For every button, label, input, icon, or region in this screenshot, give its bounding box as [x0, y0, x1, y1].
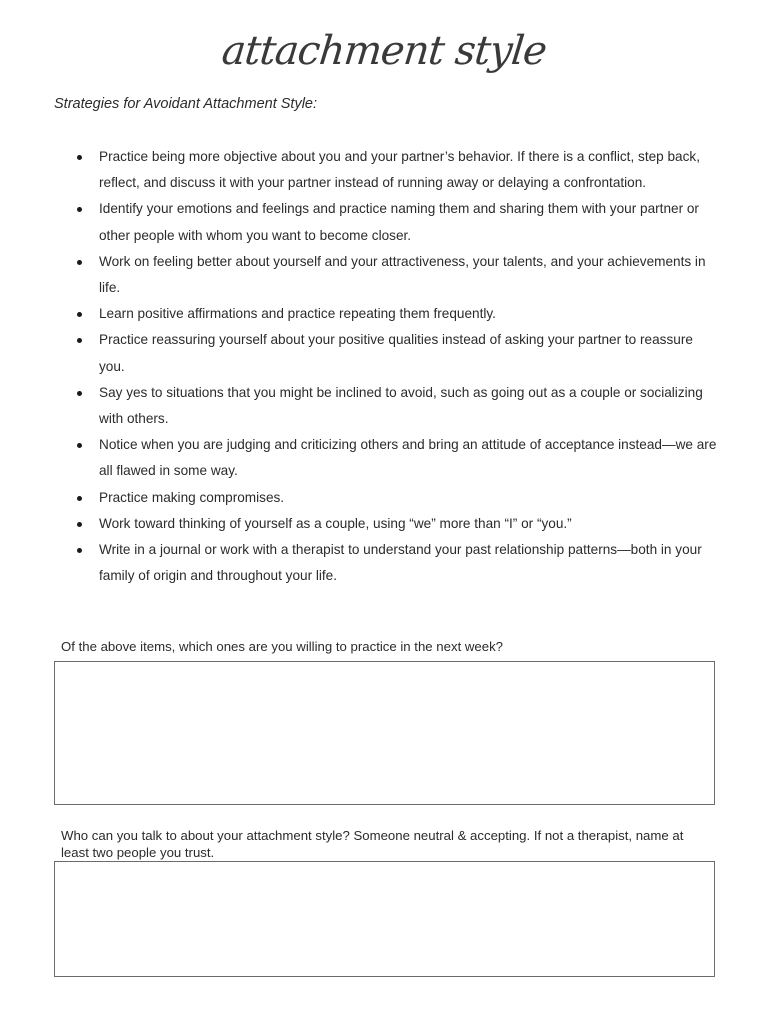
bullet-icon: [77, 312, 82, 317]
strategy-text: Write in a journal or work with a therapist to understand your past relationship patterns—both in your family of origin and throughout your life.: [99, 542, 702, 584]
strategy-text: Practice being more objective about you and your partner’s behavior. If there is a conflict, step back, reflect, and discuss it with your partner instead of running away or delaying a confrontation.: [99, 149, 700, 191]
bullet-icon: [77, 207, 82, 212]
strategy-item: [54, 380, 722, 432]
strategy-item: [54, 537, 722, 589]
question-practice-next-week: Of the above items, which ones are you willing to practice in the next week?: [61, 639, 504, 654]
strategy-text: Practice reassuring yourself about your positive qualities instead of asking your partner to reassure you.: [99, 332, 693, 374]
strategy-item: [54, 485, 722, 511]
answer-box-who-to-talk-to[interactable]: [54, 861, 715, 977]
strategy-text: Work toward thinking of yourself as a couple, using “we” more than “I” or “you.”: [99, 515, 572, 531]
bullet-icon: [77, 443, 82, 448]
strategy-text: Say yes to situations that you might be inclined to avoid, such as going out as a couple or socializing with others.: [99, 384, 703, 427]
page-title: attachment style: [219, 28, 549, 74]
bullet-icon: [77, 391, 82, 396]
question-who-to-talk-to: Who can you talk to about your attachment style? Someone neutral & accepting. If not a therapist, name at least two people you trust.: [61, 828, 684, 860]
bullet-icon: [77, 522, 82, 527]
strategy-item: [54, 327, 722, 379]
bullet-icon: [77, 548, 82, 553]
strategy-item: [54, 249, 722, 301]
strategy-item: [54, 144, 722, 196]
strategy-item: [54, 301, 722, 327]
strategy-list: [54, 144, 722, 589]
section-subtitle: Strategies for Avoidant Attachment Style:: [54, 96, 318, 112]
strategy-text: Learn positive affirmations and practice repeating them frequently.: [99, 306, 496, 322]
strategy-text: Identify your emotions and feelings and practice naming them and sharing them with your partner or other people with whom you want to become closer.: [99, 201, 699, 243]
bullet-icon: [77, 155, 82, 160]
answer-box-practice-next-week[interactable]: [54, 661, 715, 805]
bullet-icon: [77, 260, 82, 265]
bullet-icon: [77, 338, 82, 343]
bullet-icon: [77, 496, 82, 501]
strategy-item: [54, 196, 722, 248]
strategy-text: Practice making compromises.: [99, 489, 285, 505]
strategy-text: Notice when you are judging and criticizing others and bring an attitude of acceptance instead—we are all flawed in some way.: [99, 437, 717, 479]
strategy-item: [54, 511, 722, 537]
strategy-item: [54, 432, 722, 484]
strategy-text: Work on feeling better about yourself and your attractiveness, your talents, and your achievements in life.: [99, 253, 706, 296]
